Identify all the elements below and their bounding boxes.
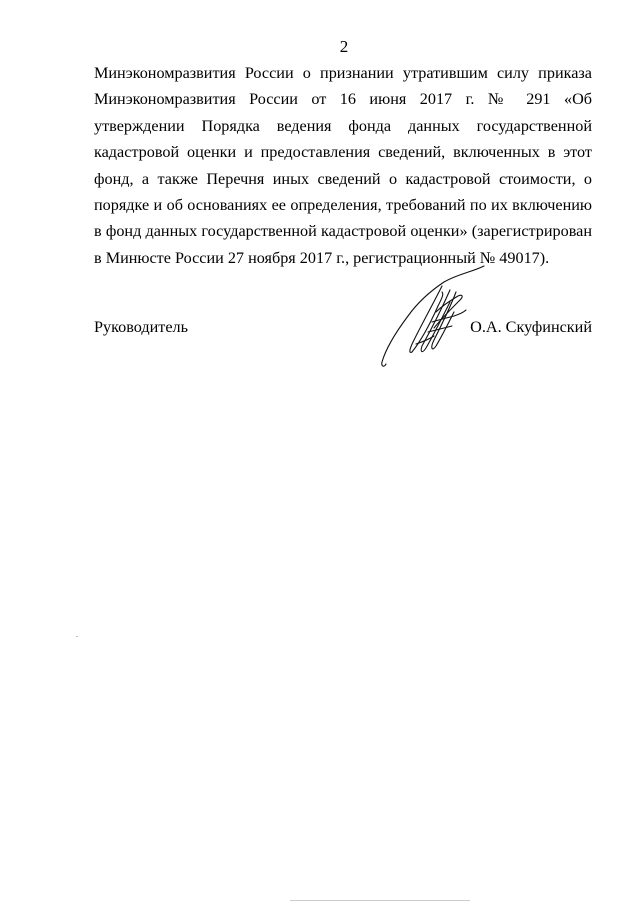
signature-block [94,318,592,348]
page-number: 2 [339,37,349,56]
signer-name: О.А. Скуфинский [470,318,592,336]
scan-speck [76,636,78,637]
handwritten-signature [372,262,492,372]
signer-position: Руководитель [94,318,189,336]
body-paragraph: Минэкономразвития России о признании утратившим силу приказа Минэкономразвития России от 16 июня 2017 г. № 291 «Об утверждении Порядка ведения фонда данных государственной кадастровой оценки и предоставления сведений, включенных в этот фонд, а также Перечня иных сведений о кадастровой стоимости, о порядке и об основаниях ее определения, требований по их включению в фонд данных государственной кадастровой оценки» (зарегистрирован в Минюсте России 27 ноября 2017 г., регистрационный № 49017). [94,64,592,267]
scan-edge-line [290,900,470,901]
